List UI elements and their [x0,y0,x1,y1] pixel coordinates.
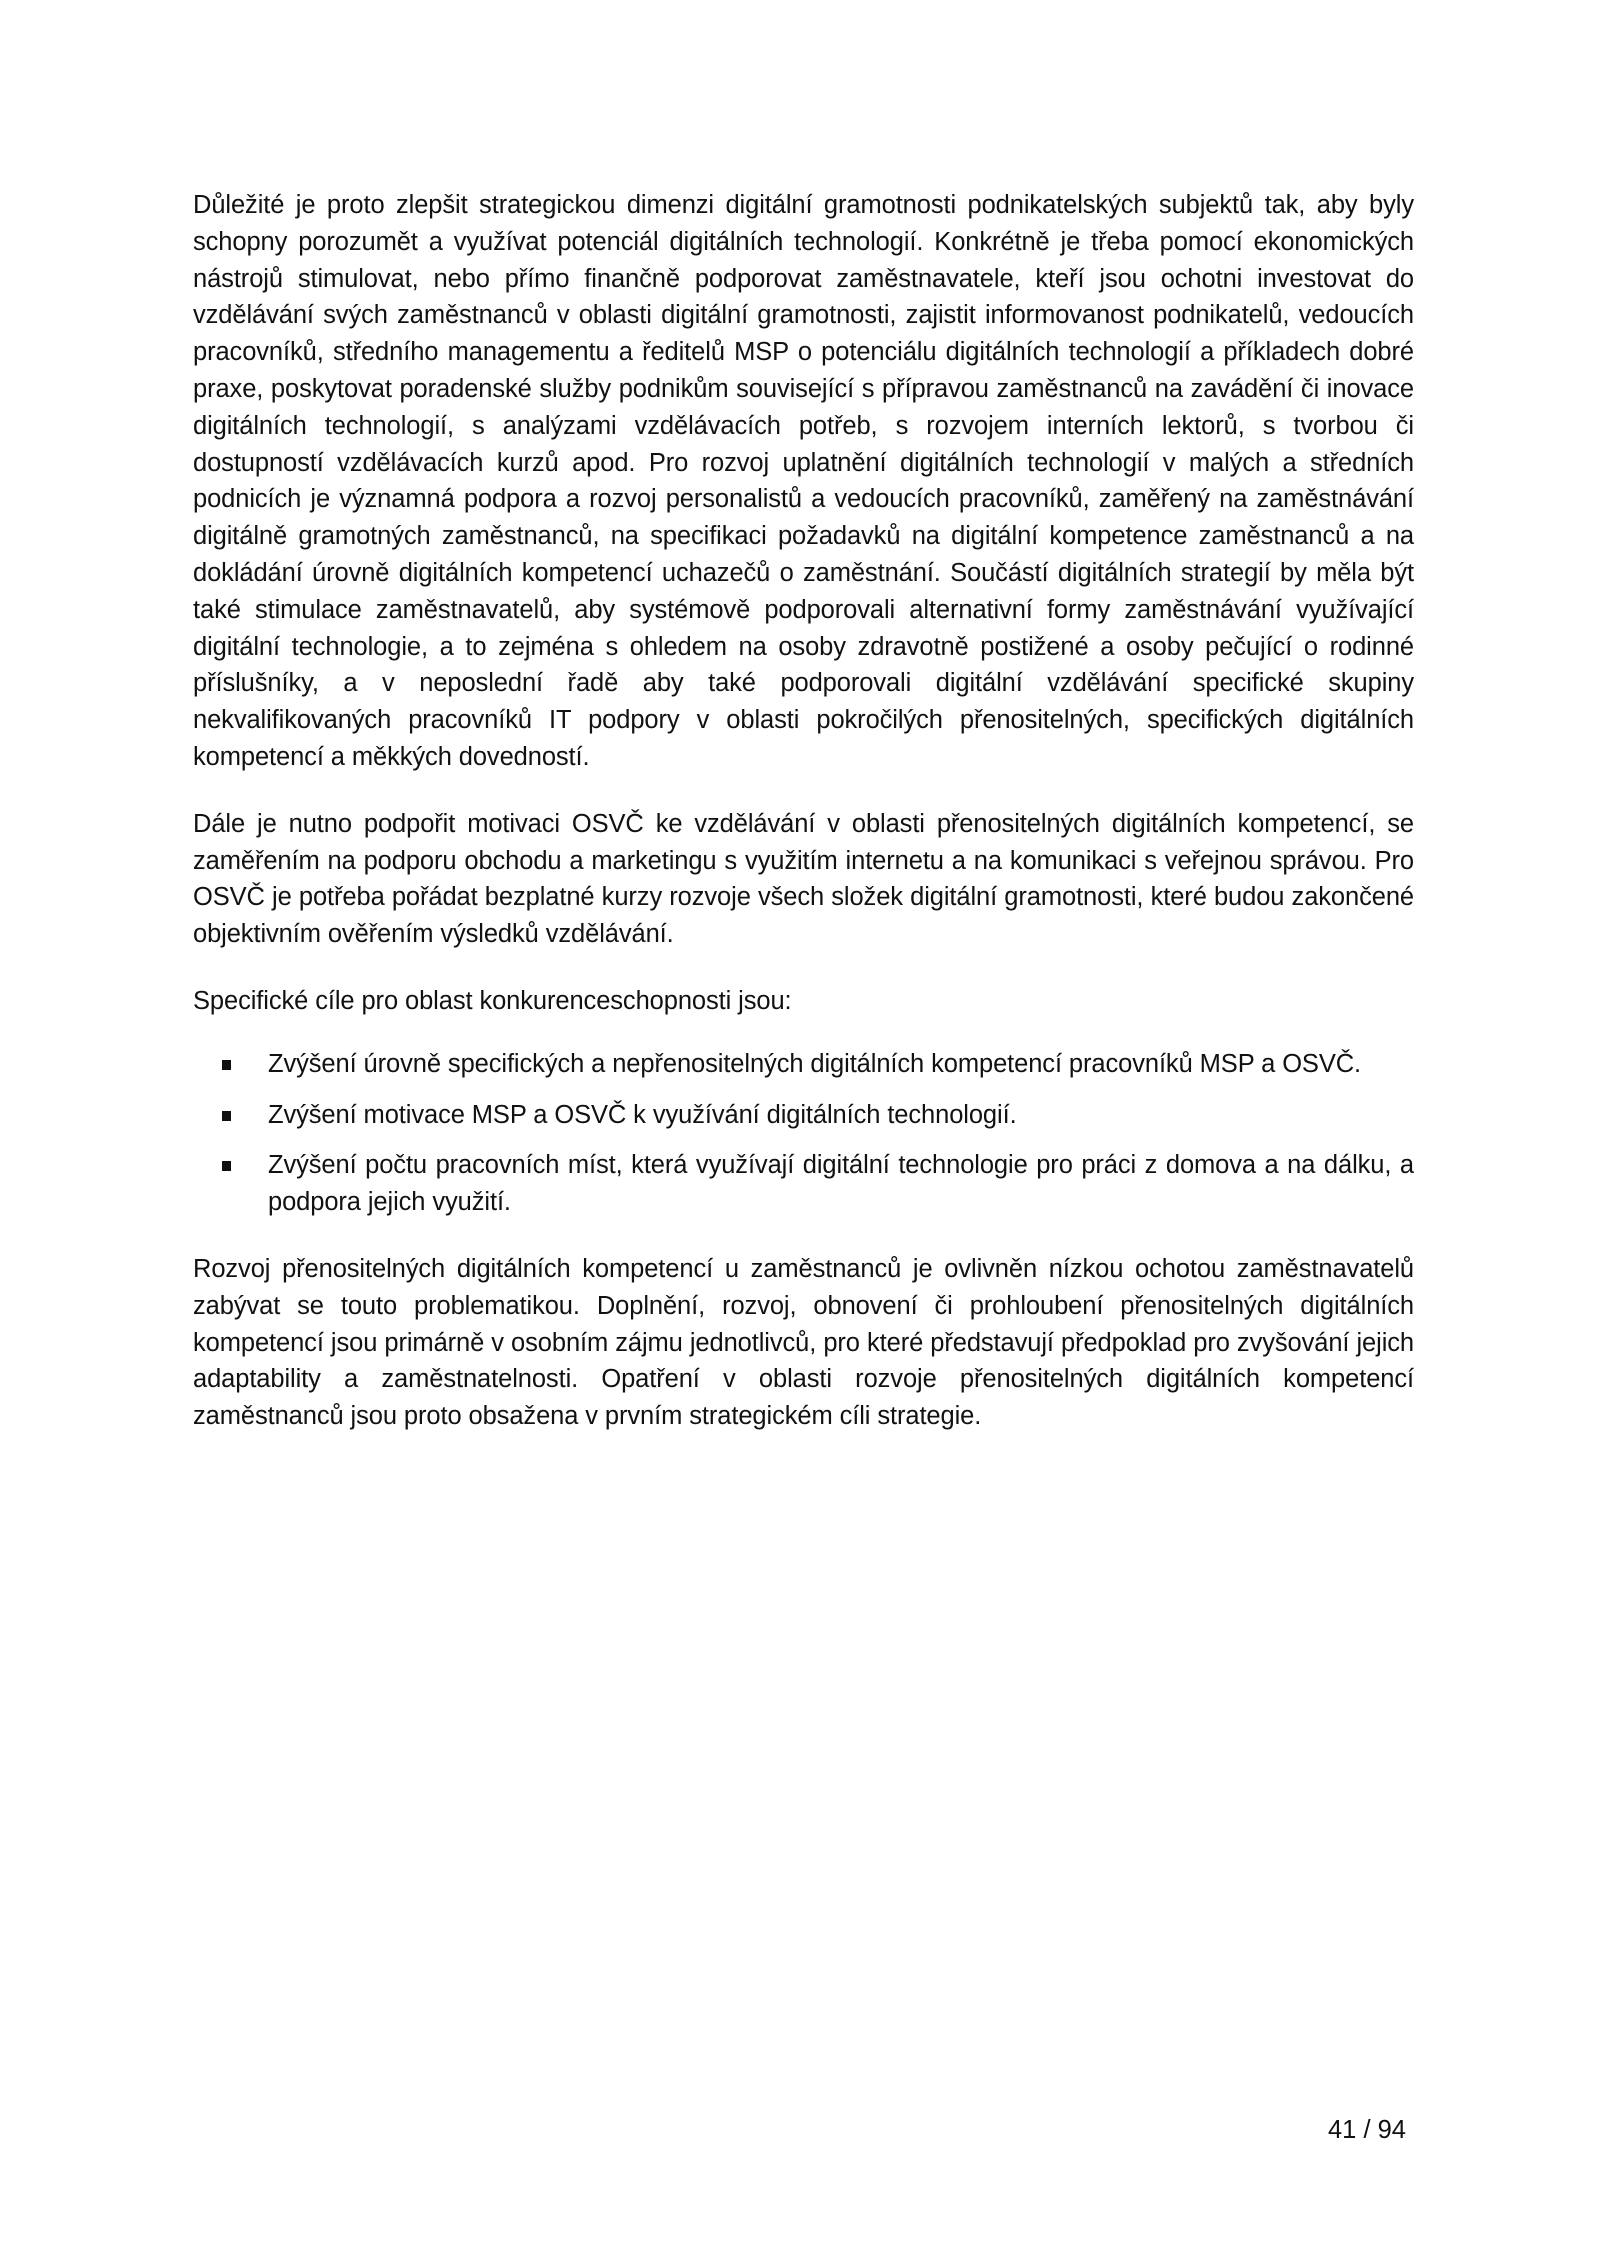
paragraph-digital-strategy: Důležité je proto zlepšit strategickou dimenzi digitální gramotnosti podnikatelských subjektů tak, aby byly schopny porozumět a využívat potenciál digitálních technologií. Konkrétně je třeba pomocí ekonomických nástrojů stimulovat, nebo přímo finančně podporovat zaměstnavatele, kteří jsou ochotni investovat do vzdělávání svých zaměstnanců v oblasti digitální gramotnosti, zajistit informovanost podnikatelů, vedoucích pracovníků, středního managementu a ředitelů MSP o potenciálu digitálních technologií a příkladech dobré praxe, poskytovat poradenské služby podnikům související s přípravou zaměstnanců na zavádění či inovace digitálních technologií, s analýzami vzdělávacích potřeb, s rozvojem interních lektorů, s tvorbou či dostupností vzdělávacích kurzů apod. Pro rozvoj uplatnění digitálních technologií v malých a středních podnicích je významná podpora a rozvoj personalistů a vedoucích pracovníků, zaměřený na zaměstnávání digitálně gramotných zaměstnanců, na specifikaci požadavků na digitální kompetence zaměstnanců a na dokládání úrovně digitálních kompetencí uchazečů o zaměstnání. Součástí digitálních strategií by měla být také stimulace zaměstnavatelů, aby systémově podporovali alternativní formy zaměstnávání využívající digitální technologie, a to zejména s ohledem na osoby zdravotně postižené a osoby pečující o rodinné příslušníky, a v neposlední řadě aby také podporovali digitální vzdělávání specifické skupiny nekvalifikovaných pracovníků IT podpory v oblasti pokročilých přenositelných, specifických digitálních kompetencí a měkkých dovedností. [193,191,1414,771]
square-bullet-icon [222,1111,231,1121]
list-item [193,1147,1414,1221]
paragraph-specific-goals-intro: Specifické cíle pro oblast konkurenceschopnosti jsou: [193,986,792,1015]
specific-goals-list [193,1046,1414,1221]
list-item [193,1046,1414,1083]
list-item-text: Zvýšení motivace MSP a OSVČ k využívání digitálních technologií. [268,1100,1017,1129]
list-item [193,1097,1414,1134]
paragraph-osvc-motivation: Dále je nutno podpořit motivaci OSVČ ke vzdělávání v oblasti přenositelných digitálních kompetencí, se zaměřením na podporu obchodu a marketingu s využitím internetu a na komunikaci s veřejnou správou. Pro OSVČ je potřeba pořádat bezplatné kurzy rozvoje všech složek digitální gramotnosti, které budou zakončené objektivním ověřením výsledků vzdělávání. [193,809,1414,949]
list-item-text: Zvýšení úrovně specifických a nepřenositelných digitálních kompetencí pracovníků MSP a OSVČ. [268,1049,1362,1078]
document-page [193,187,1414,1465]
page-number: 41 / 94 [1328,2116,1406,2144]
list-item-text: Zvýšení počtu pracovních míst, která využívají digitální technologie pro práci z domova a na dálku, a podpora jejich využití. [268,1151,1414,1217]
paragraph-transferable-competences: Rozvoj přenositelných digitálních kompetencí u zaměstnanců je ovlivněn nízkou ochotou zaměstnavatelů zabývat se touto problematikou. Doplnění, rozvoj, obnovení či prohloubení přenositelných digitálních kompetencí jsou primárně v osobním zájmu jednotlivců, pro které představují předpoklad pro zvyšování jejich adaptability a zaměstnatelnosti. Opatření v oblasti rozvoje přenositelných digitálních kompetencí zaměstnanců jsou proto obsažena v prvním strategickém cíli strategie. [193,1254,1414,1431]
square-bullet-icon [222,1161,231,1171]
square-bullet-icon [222,1060,231,1070]
